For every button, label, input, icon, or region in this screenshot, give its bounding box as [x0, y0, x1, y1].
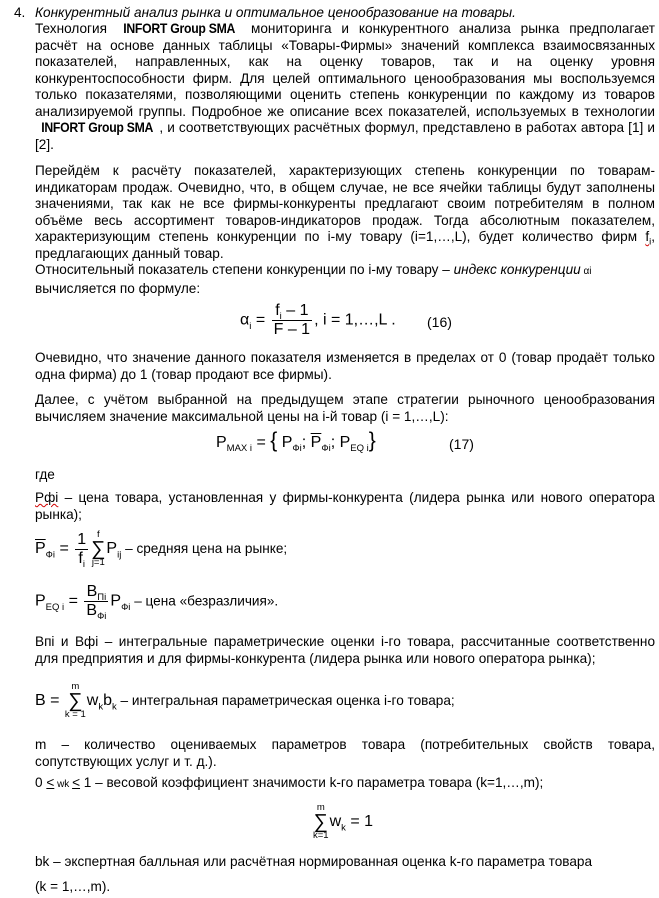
definition-bk: bk – экспертная балльная или расчётная нормированная оценка k-го параметра товара — [35, 854, 593, 869]
paragraph-relative-index — [35, 262, 655, 297]
paragraph-max-price: Далее, с учётом выбранной на предыдущем этапе стратегии рыночного ценообразования вычисляем значение максимальной цены на i-й товар (i = 1,…,L): — [35, 392, 655, 424]
section-title: Конкурентный анализ рынка и оптимальное ценообразование на товары. — [35, 5, 516, 20]
alpha-symbol: αi — [580, 266, 592, 277]
brand-name: INFORT Group SMA — [123, 21, 235, 36]
definition-integral-estimates: Впi и Вфi – интегральные параметрические оценки i-го товара, рассчитанные соответственно для предприятия и для фирмы-конкурента (лидера рынка или нового оператора рынка); — [35, 634, 655, 666]
definition-bk-range: (k = 1,…,m). — [35, 879, 111, 894]
paragraph-technology — [35, 21, 655, 153]
paragraph-range: Очевидно, что значение данного показателя изменяется в пределах от 0 (товар продаёт только одна фирма) до 1 (товар продают все фирмы). — [35, 350, 655, 382]
variable-fi: $f_i$ — [645, 229, 652, 248]
definition-weight: 0 < wk < 1 – весовой коэффициент значимости k-го параметра товара (k=1,…,m); — [35, 775, 544, 790]
definition-competitor-price — [35, 490, 655, 523]
formula-indifference-price: $P_{EQ i}$ = $\frac{B_{Пi}}{B_{Фi}}$ $P_{Фi}$ – цена «безразличия». — [35, 583, 279, 623]
formula-integral-estimate: B = m ∑ k = 1 $w_kb_k$ – интегральная параметрическая оценка i-го товара; — [35, 681, 455, 720]
equation-number-17: (17) — [449, 436, 474, 452]
where-label: где — [35, 467, 55, 482]
text: мониторинга и конкурентного анализа рынка предполагает расчёт на основе данных таблицы «Товары-Фирмы» значений комплекса взаимосвязанных показателей, направленных, как на оценку товаров, так и на оценку уровня конкурентоспособности фирм. Для целей оптимального ценообразования мы воспользуемся только показателями, позволяющими оценить степень конкуренции по каждому из товаров анализируемой группы. Подробное же описание всех показателей, используемых в технологии — [35, 21, 655, 119]
brand-name: INFORT Group SMA — [41, 120, 154, 135]
text: вычисляется по формуле: — [35, 280, 201, 296]
text: Перейдём к расчёту показателей, характеризующих степень конкуренции по товарам-индикаторам продаж. Очевидно, что, в общем случае, не все ячейки таблицы будут заполнены значениями, так как не все фирмы-конкуренты предлагают своим потребителям в полном объёме весь ассортимент товаров-индикаторов продаж. Тогда абсолютным показателем, характеризующим степень конкуренции по i-му товару (i=1,…,L), будет количество фирм — [35, 163, 655, 244]
text: Технология — [35, 21, 117, 36]
formula-average-price: $\overline{P}_{Фi}$ = $\frac{1}{f_i}$ f ∑ j=1 $P_{ij}$ – средняя цена на рынке; — [35, 529, 288, 570]
text: , и соответствующих расчётных формул, представлено в работах автора [1] и [2]. — [35, 120, 655, 152]
equation-number-16: (16) — [427, 314, 452, 330]
formula-17: $P_{MAX i}$ = { $P_{Фi}$; $\overline{P}_{Фi}$; $P_{EQ i}$} — [216, 429, 376, 455]
definition-m: m – количество оцениваемых параметров товара (потребительных свойств товара, сопутствующих услуг и т. д.). — [35, 737, 655, 769]
text: – цена товара, установленная у фирмы-конкурента (лидера рынка или нового оператора рынка); — [35, 490, 655, 522]
text: Относительный показатель степени конкуренции по i-му товару – — [35, 262, 454, 277]
italic-term: индекс конкуренции — [453, 262, 581, 277]
paragraph-competition — [35, 163, 655, 262]
text: , предлагающих данный товар. — [35, 229, 655, 261]
formula-weights-sum: m ∑ k=1 $w_k = 1$ — [313, 802, 374, 841]
formula-16: $\alpha_i$ = $\frac{f_i - 1}{F - 1}$ , i = 1,…,L . — [240, 302, 396, 338]
section-number: 4. — [14, 5, 26, 20]
symbol: Рфi — [35, 490, 59, 505]
